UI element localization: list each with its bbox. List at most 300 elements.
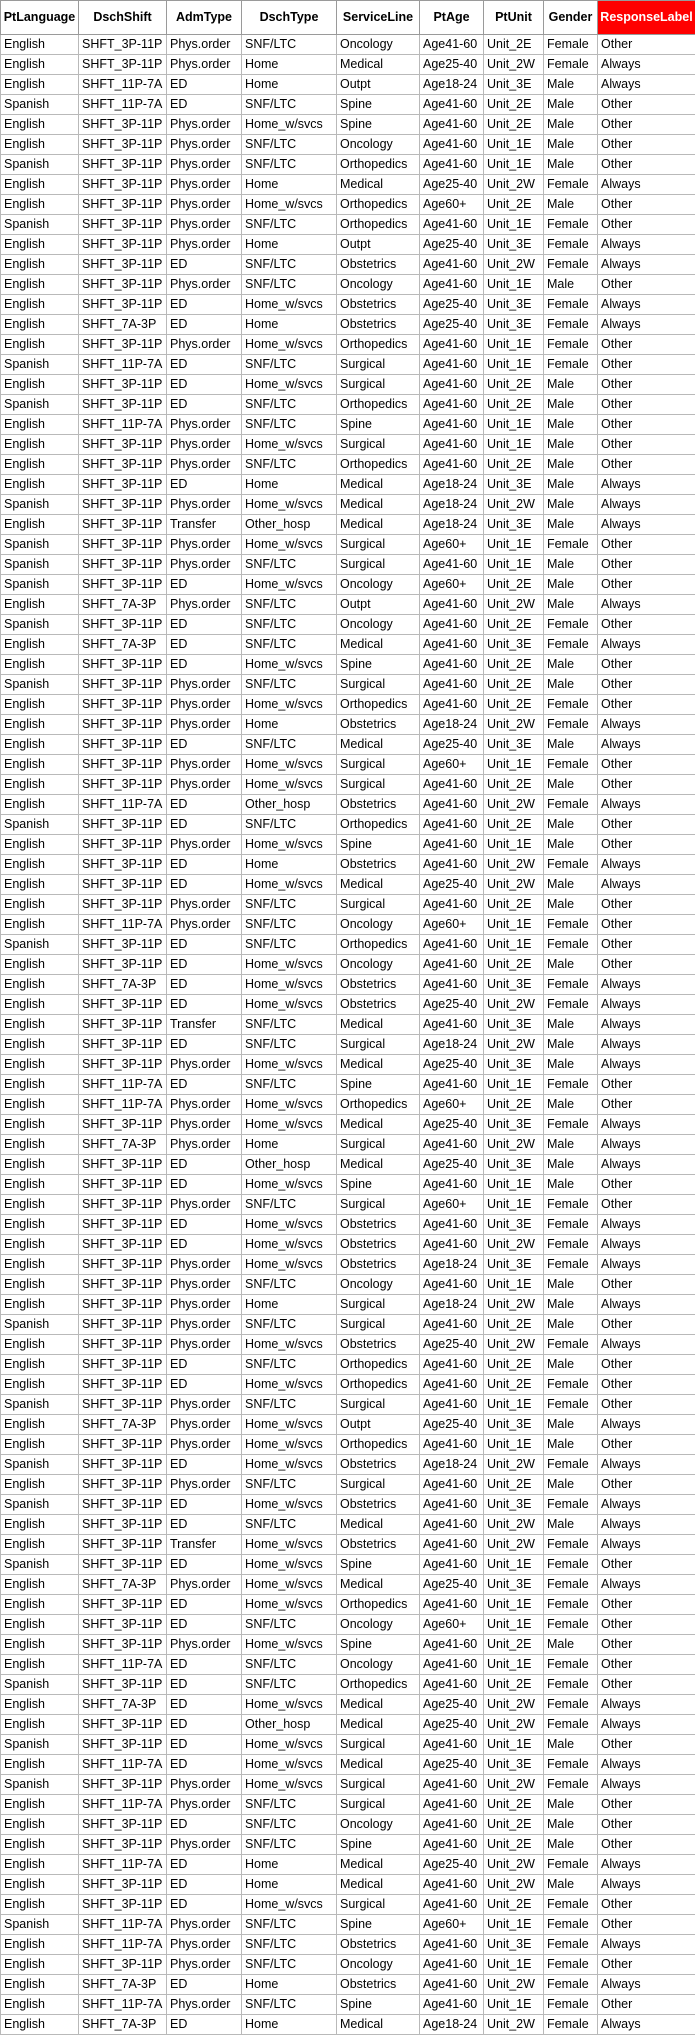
- cell-dschshift[interactable]: SHFT_3P-11P: [79, 1495, 167, 1515]
- cell-dschshift[interactable]: SHFT_3P-11P: [79, 475, 167, 495]
- cell-dschtype[interactable]: Home_w/svcs: [242, 435, 337, 455]
- cell-serviceline[interactable]: Medical: [337, 1155, 420, 1175]
- cell-ptlanguage[interactable]: Spanish: [1, 395, 79, 415]
- cell-ptunit[interactable]: Unit_3E: [484, 1255, 544, 1275]
- cell-dschtype[interactable]: Home_w/svcs: [242, 195, 337, 215]
- cell-serviceline[interactable]: Orthopedics: [337, 1435, 420, 1455]
- cell-dschtype[interactable]: SNF/LTC: [242, 1275, 337, 1295]
- cell-dschshift[interactable]: SHFT_3P-11P: [79, 1515, 167, 1535]
- cell-ptlanguage[interactable]: English: [1, 1695, 79, 1715]
- cell-ptlanguage[interactable]: English: [1, 275, 79, 295]
- cell-ptunit[interactable]: Unit_2W: [484, 1715, 544, 1735]
- cell-ptunit[interactable]: Unit_1E: [484, 1275, 544, 1295]
- cell-ptage[interactable]: Age25-40: [420, 735, 484, 755]
- cell-ptunit[interactable]: Unit_1E: [484, 755, 544, 775]
- cell-gender[interactable]: Male: [544, 1035, 598, 1055]
- cell-ptage[interactable]: Age41-60: [420, 635, 484, 655]
- cell-responselabel[interactable]: Other: [598, 655, 695, 675]
- cell-dschshift[interactable]: SHFT_3P-11P: [79, 675, 167, 695]
- cell-admtype[interactable]: Phys.order: [167, 1335, 242, 1355]
- cell-ptlanguage[interactable]: Spanish: [1, 1915, 79, 1935]
- cell-ptage[interactable]: Age41-60: [420, 415, 484, 435]
- cell-gender[interactable]: Male: [544, 1055, 598, 1075]
- cell-gender[interactable]: Male: [544, 75, 598, 95]
- cell-dschshift[interactable]: SHFT_3P-11P: [79, 1895, 167, 1915]
- cell-dschtype[interactable]: Home: [242, 1875, 337, 1895]
- cell-responselabel[interactable]: Always: [598, 1875, 695, 1895]
- cell-ptunit[interactable]: Unit_3E: [484, 1935, 544, 1955]
- cell-responselabel[interactable]: Always: [598, 1695, 695, 1715]
- cell-serviceline[interactable]: Oncology: [337, 35, 420, 55]
- cell-ptage[interactable]: Age18-24: [420, 715, 484, 735]
- cell-dschtype[interactable]: SNF/LTC: [242, 255, 337, 275]
- cell-responselabel[interactable]: Other: [598, 1475, 695, 1495]
- cell-gender[interactable]: Male: [544, 115, 598, 135]
- cell-ptlanguage[interactable]: English: [1, 55, 79, 75]
- cell-serviceline[interactable]: Surgical: [337, 1035, 420, 1055]
- cell-dschtype[interactable]: Other_hosp: [242, 1715, 337, 1735]
- cell-responselabel[interactable]: Always: [598, 1335, 695, 1355]
- cell-ptunit[interactable]: Unit_2E: [484, 1315, 544, 1335]
- cell-dschshift[interactable]: SHFT_11P-7A: [79, 915, 167, 935]
- cell-ptage[interactable]: Age41-60: [420, 1355, 484, 1375]
- cell-ptunit[interactable]: Unit_2W: [484, 495, 544, 515]
- cell-gender[interactable]: Female: [544, 1215, 598, 1235]
- cell-gender[interactable]: Male: [544, 1475, 598, 1495]
- cell-ptunit[interactable]: Unit_1E: [484, 1995, 544, 2015]
- cell-ptlanguage[interactable]: English: [1, 335, 79, 355]
- cell-serviceline[interactable]: Spine: [337, 1555, 420, 1575]
- cell-ptlanguage[interactable]: English: [1, 415, 79, 435]
- cell-ptunit[interactable]: Unit_2W: [484, 1335, 544, 1355]
- cell-ptage[interactable]: Age41-60: [420, 695, 484, 715]
- cell-responselabel[interactable]: Other: [598, 1355, 695, 1375]
- cell-ptunit[interactable]: Unit_2E: [484, 195, 544, 215]
- cell-ptunit[interactable]: Unit_2W: [484, 1875, 544, 1895]
- cell-gender[interactable]: Male: [544, 1355, 598, 1375]
- cell-responselabel[interactable]: Other: [598, 1375, 695, 1395]
- cell-dschtype[interactable]: Home_w/svcs: [242, 1215, 337, 1235]
- cell-serviceline[interactable]: Spine: [337, 835, 420, 855]
- cell-dschtype[interactable]: Home_w/svcs: [242, 295, 337, 315]
- cell-dschtype[interactable]: Home_w/svcs: [242, 1695, 337, 1715]
- cell-dschtype[interactable]: SNF/LTC: [242, 275, 337, 295]
- cell-responselabel[interactable]: Always: [598, 1455, 695, 1475]
- cell-ptage[interactable]: Age41-60: [420, 1375, 484, 1395]
- cell-serviceline[interactable]: Orthopedics: [337, 1375, 420, 1395]
- cell-dschshift[interactable]: SHFT_3P-11P: [79, 955, 167, 975]
- cell-ptunit[interactable]: Unit_2E: [484, 615, 544, 635]
- cell-responselabel[interactable]: Other: [598, 1655, 695, 1675]
- cell-dschshift[interactable]: SHFT_11P-7A: [79, 795, 167, 815]
- cell-gender[interactable]: Male: [544, 95, 598, 115]
- cell-dschtype[interactable]: Home_w/svcs: [242, 1435, 337, 1455]
- cell-gender[interactable]: Female: [544, 1455, 598, 1475]
- cell-responselabel[interactable]: Other: [598, 135, 695, 155]
- cell-serviceline[interactable]: Oncology: [337, 1955, 420, 1975]
- cell-ptunit[interactable]: Unit_2E: [484, 775, 544, 795]
- cell-dschtype[interactable]: Home: [242, 235, 337, 255]
- cell-admtype[interactable]: ED: [167, 1695, 242, 1715]
- cell-dschtype[interactable]: Other_hosp: [242, 795, 337, 815]
- cell-serviceline[interactable]: Oncology: [337, 1815, 420, 1835]
- cell-admtype[interactable]: Phys.order: [167, 1115, 242, 1135]
- cell-ptlanguage[interactable]: English: [1, 1095, 79, 1115]
- cell-serviceline[interactable]: Surgical: [337, 535, 420, 555]
- cell-responselabel[interactable]: Other: [598, 935, 695, 955]
- cell-ptage[interactable]: Age25-40: [420, 1335, 484, 1355]
- cell-gender[interactable]: Male: [544, 1515, 598, 1535]
- cell-ptunit[interactable]: Unit_2E: [484, 1635, 544, 1655]
- cell-ptage[interactable]: Age41-60: [420, 1395, 484, 1415]
- cell-ptunit[interactable]: Unit_2W: [484, 995, 544, 1015]
- cell-ptage[interactable]: Age25-40: [420, 995, 484, 1015]
- cell-serviceline[interactable]: Medical: [337, 1875, 420, 1895]
- cell-ptage[interactable]: Age25-40: [420, 1855, 484, 1875]
- cell-dschtype[interactable]: Home_w/svcs: [242, 695, 337, 715]
- cell-dschshift[interactable]: SHFT_3P-11P: [79, 615, 167, 635]
- cell-responselabel[interactable]: Other: [598, 1615, 695, 1635]
- cell-ptage[interactable]: Age41-60: [420, 1655, 484, 1675]
- cell-gender[interactable]: Female: [544, 1395, 598, 1415]
- cell-ptage[interactable]: Age60+: [420, 575, 484, 595]
- cell-ptage[interactable]: Age25-40: [420, 315, 484, 335]
- cell-serviceline[interactable]: Outpt: [337, 75, 420, 95]
- cell-ptunit[interactable]: Unit_3E: [484, 1415, 544, 1435]
- cell-dschshift[interactable]: SHFT_11P-7A: [79, 1075, 167, 1095]
- cell-dschtype[interactable]: SNF/LTC: [242, 1655, 337, 1675]
- cell-serviceline[interactable]: Medical: [337, 1755, 420, 1775]
- cell-ptage[interactable]: Age25-40: [420, 1115, 484, 1135]
- cell-responselabel[interactable]: Always: [598, 495, 695, 515]
- cell-admtype[interactable]: Phys.order: [167, 1395, 242, 1415]
- cell-gender[interactable]: Female: [544, 915, 598, 935]
- cell-dschshift[interactable]: SHFT_11P-7A: [79, 355, 167, 375]
- cell-admtype[interactable]: Phys.order: [167, 1835, 242, 1855]
- cell-dschtype[interactable]: SNF/LTC: [242, 95, 337, 115]
- cell-responselabel[interactable]: Always: [598, 1255, 695, 1275]
- cell-serviceline[interactable]: Obstetrics: [337, 1535, 420, 1555]
- cell-ptunit[interactable]: Unit_3E: [484, 1215, 544, 1235]
- cell-ptlanguage[interactable]: English: [1, 1195, 79, 1215]
- cell-dschshift[interactable]: SHFT_3P-11P: [79, 695, 167, 715]
- cell-responselabel[interactable]: Other: [598, 615, 695, 635]
- cell-responselabel[interactable]: Other: [598, 1895, 695, 1915]
- cell-ptlanguage[interactable]: English: [1, 235, 79, 255]
- cell-gender[interactable]: Female: [544, 2015, 598, 2035]
- cell-admtype[interactable]: Transfer: [167, 1015, 242, 1035]
- cell-admtype[interactable]: Phys.order: [167, 495, 242, 515]
- cell-dschshift[interactable]: SHFT_3P-11P: [79, 1455, 167, 1475]
- cell-ptunit[interactable]: Unit_2E: [484, 395, 544, 415]
- cell-admtype[interactable]: ED: [167, 375, 242, 395]
- cell-gender[interactable]: Female: [544, 315, 598, 335]
- cell-admtype[interactable]: Phys.order: [167, 415, 242, 435]
- cell-dschtype[interactable]: SNF/LTC: [242, 635, 337, 655]
- cell-responselabel[interactable]: Other: [598, 275, 695, 295]
- cell-dschshift[interactable]: SHFT_3P-11P: [79, 1055, 167, 1075]
- cell-dschshift[interactable]: SHFT_3P-11P: [79, 755, 167, 775]
- cell-admtype[interactable]: Phys.order: [167, 1055, 242, 1075]
- cell-gender[interactable]: Male: [544, 875, 598, 895]
- cell-ptage[interactable]: Age41-60: [420, 1895, 484, 1915]
- cell-serviceline[interactable]: Outpt: [337, 235, 420, 255]
- cell-ptlanguage[interactable]: English: [1, 115, 79, 135]
- cell-gender[interactable]: Female: [544, 1695, 598, 1715]
- cell-ptage[interactable]: Age41-60: [420, 1075, 484, 1095]
- cell-ptlanguage[interactable]: English: [1, 1995, 79, 2015]
- cell-admtype[interactable]: ED: [167, 935, 242, 955]
- cell-dschshift[interactable]: SHFT_3P-11P: [79, 275, 167, 295]
- cell-dschtype[interactable]: Home: [242, 2015, 337, 2035]
- cell-admtype[interactable]: ED: [167, 1515, 242, 1535]
- cell-serviceline[interactable]: Medical: [337, 1695, 420, 1715]
- cell-ptlanguage[interactable]: English: [1, 595, 79, 615]
- cell-dschtype[interactable]: Home_w/svcs: [242, 1255, 337, 1275]
- cell-dschshift[interactable]: SHFT_3P-11P: [79, 1335, 167, 1355]
- cell-gender[interactable]: Female: [544, 215, 598, 235]
- cell-gender[interactable]: Female: [544, 295, 598, 315]
- cell-dschshift[interactable]: SHFT_3P-11P: [79, 835, 167, 855]
- cell-dschtype[interactable]: SNF/LTC: [242, 155, 337, 175]
- cell-serviceline[interactable]: Spine: [337, 1075, 420, 1095]
- cell-admtype[interactable]: ED: [167, 1875, 242, 1895]
- cell-admtype[interactable]: Phys.order: [167, 715, 242, 735]
- cell-dschtype[interactable]: SNF/LTC: [242, 1315, 337, 1335]
- cell-responselabel[interactable]: Always: [598, 1515, 695, 1535]
- cell-dschshift[interactable]: SHFT_3P-11P: [79, 495, 167, 515]
- cell-serviceline[interactable]: Obstetrics: [337, 1215, 420, 1235]
- cell-admtype[interactable]: ED: [167, 1595, 242, 1615]
- cell-ptunit[interactable]: Unit_2E: [484, 1835, 544, 1855]
- cell-ptunit[interactable]: Unit_1E: [484, 435, 544, 455]
- cell-dschtype[interactable]: SNF/LTC: [242, 1955, 337, 1975]
- cell-serviceline[interactable]: Orthopedics: [337, 1095, 420, 1115]
- cell-dschtype[interactable]: SNF/LTC: [242, 675, 337, 695]
- header-serviceline[interactable]: ServiceLine: [337, 1, 420, 35]
- cell-ptunit[interactable]: Unit_2W: [484, 1855, 544, 1875]
- cell-admtype[interactable]: ED: [167, 1895, 242, 1915]
- cell-gender[interactable]: Female: [544, 255, 598, 275]
- cell-dschtype[interactable]: Home_w/svcs: [242, 1575, 337, 1595]
- cell-ptunit[interactable]: Unit_2E: [484, 955, 544, 975]
- cell-responselabel[interactable]: Other: [598, 395, 695, 415]
- cell-ptlanguage[interactable]: English: [1, 1535, 79, 1555]
- cell-ptage[interactable]: Age41-60: [420, 1555, 484, 1575]
- cell-serviceline[interactable]: Medical: [337, 1115, 420, 1135]
- cell-serviceline[interactable]: Spine: [337, 1995, 420, 2015]
- cell-ptunit[interactable]: Unit_2E: [484, 895, 544, 915]
- cell-gender[interactable]: Female: [544, 1775, 598, 1795]
- cell-admtype[interactable]: Phys.order: [167, 1255, 242, 1275]
- cell-responselabel[interactable]: Always: [598, 1015, 695, 1035]
- cell-ptunit[interactable]: Unit_1E: [484, 1595, 544, 1615]
- cell-ptunit[interactable]: Unit_2E: [484, 35, 544, 55]
- cell-gender[interactable]: Female: [544, 1675, 598, 1695]
- cell-ptlanguage[interactable]: Spanish: [1, 935, 79, 955]
- cell-ptunit[interactable]: Unit_2E: [484, 1815, 544, 1835]
- cell-dschtype[interactable]: Home_w/svcs: [242, 1055, 337, 1075]
- cell-dschtype[interactable]: Home_w/svcs: [242, 1535, 337, 1555]
- cell-serviceline[interactable]: Medical: [337, 475, 420, 495]
- cell-ptage[interactable]: Age41-60: [420, 895, 484, 915]
- cell-gender[interactable]: Female: [544, 1115, 598, 1135]
- cell-responselabel[interactable]: Other: [598, 1795, 695, 1815]
- cell-ptlanguage[interactable]: English: [1, 1755, 79, 1775]
- cell-serviceline[interactable]: Obstetrics: [337, 715, 420, 735]
- cell-admtype[interactable]: ED: [167, 1215, 242, 1235]
- cell-ptlanguage[interactable]: English: [1, 1615, 79, 1635]
- cell-responselabel[interactable]: Other: [598, 35, 695, 55]
- cell-ptlanguage[interactable]: English: [1, 735, 79, 755]
- cell-dschtype[interactable]: SNF/LTC: [242, 1195, 337, 1215]
- cell-responselabel[interactable]: Always: [598, 995, 695, 1015]
- cell-gender[interactable]: Female: [544, 1195, 598, 1215]
- cell-dschtype[interactable]: Home: [242, 475, 337, 495]
- cell-admtype[interactable]: Phys.order: [167, 335, 242, 355]
- cell-gender[interactable]: Female: [544, 755, 598, 775]
- cell-dschtype[interactable]: Home: [242, 1135, 337, 1155]
- cell-dschshift[interactable]: SHFT_7A-3P: [79, 1575, 167, 1595]
- cell-ptlanguage[interactable]: English: [1, 1575, 79, 1595]
- cell-ptunit[interactable]: Unit_2E: [484, 115, 544, 135]
- cell-responselabel[interactable]: Always: [598, 1155, 695, 1175]
- cell-gender[interactable]: Male: [544, 435, 598, 455]
- cell-ptlanguage[interactable]: English: [1, 135, 79, 155]
- cell-responselabel[interactable]: Always: [598, 795, 695, 815]
- cell-admtype[interactable]: ED: [167, 1815, 242, 1835]
- cell-admtype[interactable]: ED: [167, 95, 242, 115]
- cell-dschshift[interactable]: SHFT_3P-11P: [79, 515, 167, 535]
- cell-dschshift[interactable]: SHFT_3P-11P: [79, 1635, 167, 1655]
- cell-dschtype[interactable]: SNF/LTC: [242, 595, 337, 615]
- cell-dschshift[interactable]: SHFT_3P-11P: [79, 455, 167, 475]
- cell-admtype[interactable]: Phys.order: [167, 215, 242, 235]
- cell-ptunit[interactable]: Unit_2W: [484, 1135, 544, 1155]
- cell-admtype[interactable]: ED: [167, 1355, 242, 1375]
- cell-responselabel[interactable]: Other: [598, 375, 695, 395]
- cell-responselabel[interactable]: Other: [598, 155, 695, 175]
- cell-serviceline[interactable]: Outpt: [337, 1415, 420, 1435]
- cell-dschshift[interactable]: SHFT_3P-11P: [79, 1535, 167, 1555]
- cell-dschtype[interactable]: SNF/LTC: [242, 1915, 337, 1935]
- cell-ptage[interactable]: Age41-60: [420, 675, 484, 695]
- cell-gender[interactable]: Female: [544, 695, 598, 715]
- cell-ptage[interactable]: Age41-60: [420, 1175, 484, 1195]
- cell-serviceline[interactable]: Orthopedics: [337, 395, 420, 415]
- cell-dschshift[interactable]: SHFT_3P-11P: [79, 1315, 167, 1335]
- cell-dschshift[interactable]: SHFT_3P-11P: [79, 655, 167, 675]
- cell-ptage[interactable]: Age25-40: [420, 875, 484, 895]
- cell-serviceline[interactable]: Medical: [337, 875, 420, 895]
- cell-ptage[interactable]: Age18-24: [420, 475, 484, 495]
- cell-ptage[interactable]: Age41-60: [420, 1215, 484, 1235]
- cell-ptage[interactable]: Age25-40: [420, 1575, 484, 1595]
- cell-responselabel[interactable]: Always: [598, 1235, 695, 1255]
- cell-admtype[interactable]: Phys.order: [167, 155, 242, 175]
- cell-gender[interactable]: Male: [544, 1315, 598, 1335]
- cell-gender[interactable]: Male: [544, 955, 598, 975]
- cell-ptage[interactable]: Age41-60: [420, 435, 484, 455]
- cell-serviceline[interactable]: Spine: [337, 95, 420, 115]
- cell-ptlanguage[interactable]: English: [1, 1595, 79, 1615]
- cell-admtype[interactable]: Phys.order: [167, 1955, 242, 1975]
- cell-admtype[interactable]: ED: [167, 575, 242, 595]
- cell-ptlanguage[interactable]: English: [1, 1895, 79, 1915]
- cell-responselabel[interactable]: Other: [598, 575, 695, 595]
- cell-responselabel[interactable]: Other: [598, 835, 695, 855]
- cell-ptunit[interactable]: Unit_1E: [484, 535, 544, 555]
- cell-ptunit[interactable]: Unit_2E: [484, 675, 544, 695]
- cell-responselabel[interactable]: Always: [598, 875, 695, 895]
- cell-serviceline[interactable]: Surgical: [337, 1315, 420, 1335]
- cell-dschtype[interactable]: SNF/LTC: [242, 815, 337, 835]
- cell-admtype[interactable]: ED: [167, 255, 242, 275]
- cell-gender[interactable]: Male: [544, 475, 598, 495]
- cell-ptlanguage[interactable]: English: [1, 1435, 79, 1455]
- cell-responselabel[interactable]: Always: [598, 315, 695, 335]
- cell-serviceline[interactable]: Spine: [337, 415, 420, 435]
- cell-ptlanguage[interactable]: English: [1, 1975, 79, 1995]
- cell-ptage[interactable]: Age41-60: [420, 1135, 484, 1155]
- cell-admtype[interactable]: ED: [167, 1715, 242, 1735]
- cell-responselabel[interactable]: Always: [598, 55, 695, 75]
- cell-ptunit[interactable]: Unit_2W: [484, 855, 544, 875]
- cell-admtype[interactable]: Phys.order: [167, 1475, 242, 1495]
- cell-dschtype[interactable]: SNF/LTC: [242, 1475, 337, 1495]
- cell-dschshift[interactable]: SHFT_3P-11P: [79, 1715, 167, 1735]
- cell-dschshift[interactable]: SHFT_3P-11P: [79, 715, 167, 735]
- cell-admtype[interactable]: Phys.order: [167, 1315, 242, 1335]
- cell-serviceline[interactable]: Medical: [337, 2015, 420, 2035]
- cell-dschshift[interactable]: SHFT_3P-11P: [79, 815, 167, 835]
- cell-gender[interactable]: Female: [544, 335, 598, 355]
- cell-gender[interactable]: Female: [544, 1335, 598, 1355]
- cell-dschtype[interactable]: Home_w/svcs: [242, 835, 337, 855]
- cell-dschshift[interactable]: SHFT_3P-11P: [79, 1735, 167, 1755]
- cell-dschshift[interactable]: SHFT_7A-3P: [79, 1415, 167, 1435]
- cell-dschshift[interactable]: SHFT_3P-11P: [79, 1555, 167, 1575]
- cell-responselabel[interactable]: Other: [598, 1315, 695, 1335]
- cell-serviceline[interactable]: Obstetrics: [337, 855, 420, 875]
- cell-responselabel[interactable]: Always: [598, 1135, 695, 1155]
- cell-dschtype[interactable]: SNF/LTC: [242, 1615, 337, 1635]
- cell-ptunit[interactable]: Unit_1E: [484, 355, 544, 375]
- cell-gender[interactable]: Male: [544, 1275, 598, 1295]
- cell-admtype[interactable]: ED: [167, 1735, 242, 1755]
- cell-serviceline[interactable]: Orthopedics: [337, 935, 420, 955]
- cell-ptage[interactable]: Age41-60: [420, 555, 484, 575]
- cell-ptlanguage[interactable]: English: [1, 195, 79, 215]
- cell-dschshift[interactable]: SHFT_3P-11P: [79, 395, 167, 415]
- cell-ptage[interactable]: Age41-60: [420, 1675, 484, 1695]
- cell-ptage[interactable]: Age41-60: [420, 255, 484, 275]
- cell-dschshift[interactable]: SHFT_3P-11P: [79, 1355, 167, 1375]
- cell-serviceline[interactable]: Obstetrics: [337, 1335, 420, 1355]
- cell-gender[interactable]: Male: [544, 1435, 598, 1455]
- cell-dschtype[interactable]: Home: [242, 1975, 337, 1995]
- cell-ptunit[interactable]: Unit_1E: [484, 1075, 544, 1095]
- cell-ptlanguage[interactable]: English: [1, 1035, 79, 1055]
- cell-ptunit[interactable]: Unit_3E: [484, 1495, 544, 1515]
- cell-dschtype[interactable]: SNF/LTC: [242, 735, 337, 755]
- cell-ptunit[interactable]: Unit_2E: [484, 95, 544, 115]
- cell-ptlanguage[interactable]: English: [1, 1075, 79, 1095]
- cell-dschshift[interactable]: SHFT_3P-11P: [79, 295, 167, 315]
- cell-serviceline[interactable]: Oncology: [337, 575, 420, 595]
- cell-serviceline[interactable]: Orthopedics: [337, 335, 420, 355]
- cell-ptage[interactable]: Age41-60: [420, 1435, 484, 1455]
